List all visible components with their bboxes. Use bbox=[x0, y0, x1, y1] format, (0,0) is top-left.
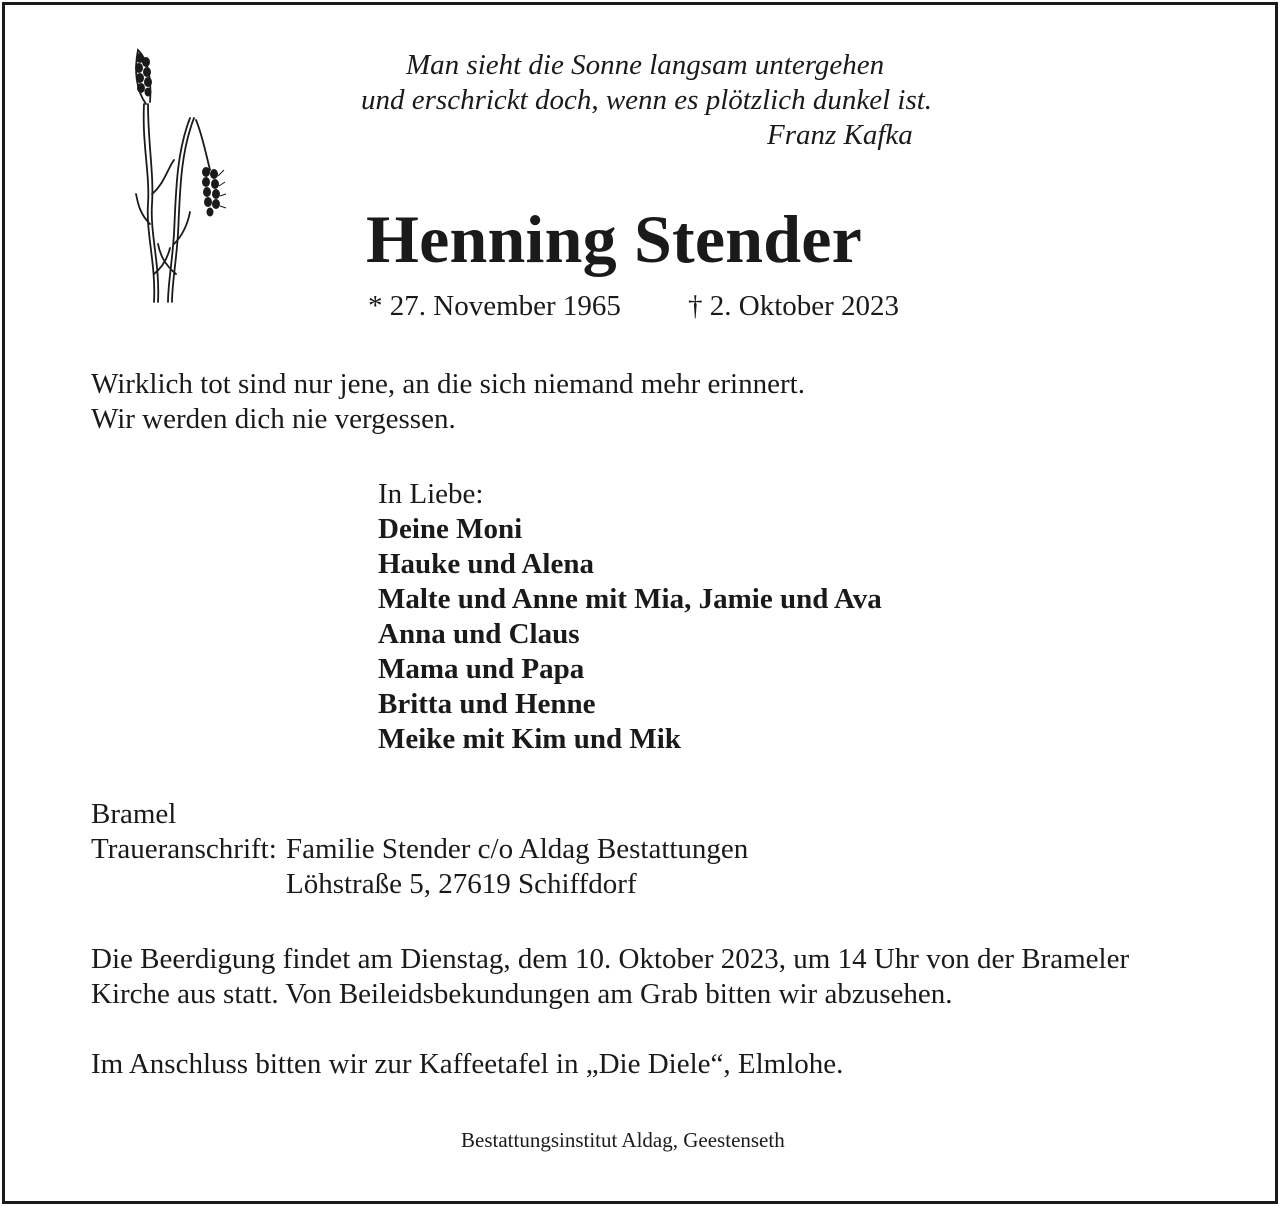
funeral-line-2: Kirche aus statt. Von Beileidsbekundungen am Grab bitten wir abzusehen. bbox=[91, 978, 953, 1010]
address-line-2: Löhstraße 5, 27619 Schiffdorf bbox=[286, 868, 637, 900]
mourner-name: Deine Moni bbox=[378, 513, 523, 545]
intro-line-1: Wirklich tot sind nur jene, an die sich niemand mehr erinnert. bbox=[91, 368, 805, 400]
mourner-name: Mama und Papa bbox=[378, 653, 585, 685]
mourner-name: Meike mit Kim und Mik bbox=[378, 723, 681, 755]
quote-author: Franz Kafka bbox=[767, 119, 913, 151]
address-line-1: Familie Stender c/o Aldag Bestattungen bbox=[286, 833, 749, 865]
funeral-home: Bestattungsinstitut Aldag, Geestenseth bbox=[461, 1128, 785, 1152]
mourner-name: Britta und Henne bbox=[378, 688, 596, 720]
birth-date: * 27. November 1965 bbox=[368, 290, 621, 322]
intro-line-2: Wir werden dich nie vergessen. bbox=[91, 403, 456, 435]
place-name: Bramel bbox=[91, 798, 177, 830]
mourner-name: Anna und Claus bbox=[378, 618, 580, 650]
deceased-name: Henning Stender bbox=[366, 201, 863, 277]
wheat-icon bbox=[124, 44, 228, 306]
quote-line-2: und erschrickt doch, wenn es plötzlich dunkel ist. bbox=[361, 84, 933, 116]
mourners-heading: In Liebe: bbox=[378, 478, 484, 510]
address-label: Traueranschrift: bbox=[91, 833, 277, 865]
mourner-name: Hauke und Alena bbox=[378, 548, 594, 580]
death-date: † 2. Oktober 2023 bbox=[688, 290, 900, 322]
mourner-name: Malte und Anne mit Mia, Jamie und Ava bbox=[378, 583, 882, 615]
quote-line-1: Man sieht die Sonne langsam untergehen bbox=[406, 49, 885, 81]
funeral-line-1: Die Beerdigung findet am Dienstag, dem 10. Oktober 2023, um 14 Uhr von der Brameler bbox=[91, 943, 1130, 975]
reception-text: Im Anschluss bitten wir zur Kaffeetafel in „Die Diele“, Elmlohe. bbox=[91, 1048, 844, 1080]
